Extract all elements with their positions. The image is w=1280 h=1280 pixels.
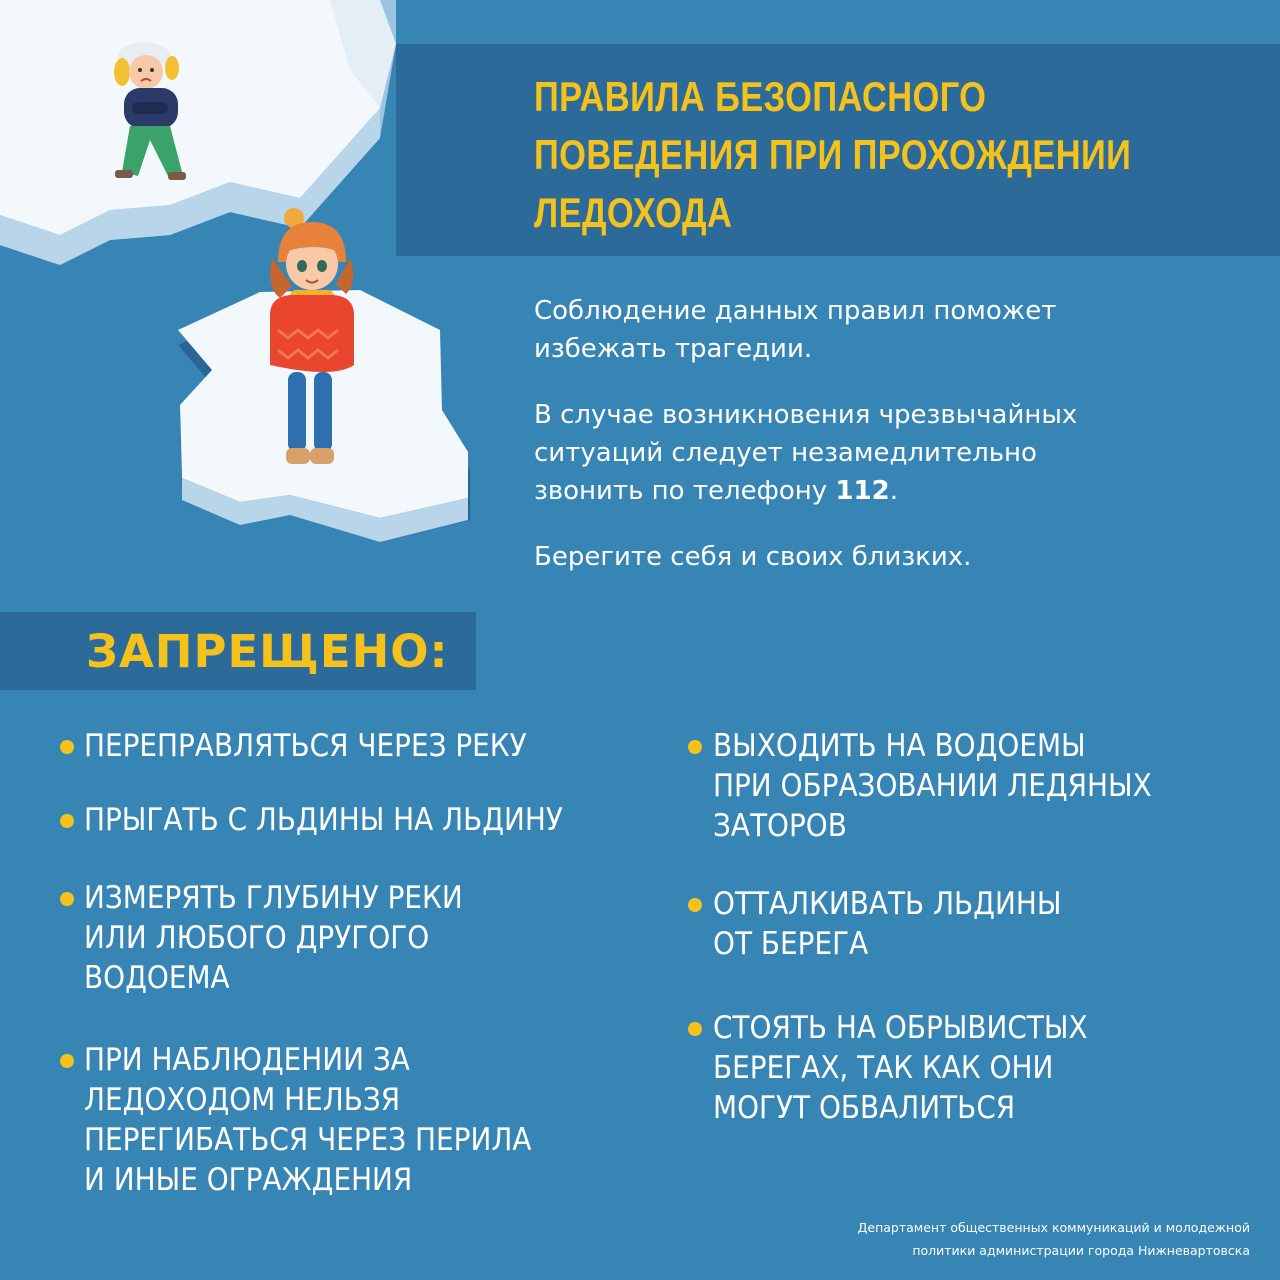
rule-line: ПРИ НАБЛЮДЕНИИ ЗА <box>84 1042 410 1078</box>
bullet-icon <box>688 1022 702 1036</box>
phone-suffix: . <box>889 476 898 506</box>
emergency-phone-number: 112 <box>835 476 890 506</box>
intro-line: Соблюдение данных правил поможет <box>534 296 1057 326</box>
rule-line: БЕРЕГАХ, ТАК КАК ОНИ <box>713 1050 1054 1086</box>
intro-closing: Берегите себя и своих близких. <box>534 542 972 572</box>
rule-line: ПЕРЕПРАВЛЯТЬСЯ ЧЕРЕЗ РЕКУ <box>84 728 527 764</box>
rule-line: ИЛИ ЛЮБОГО ДРУГОГО <box>84 920 430 956</box>
bullet-icon <box>688 898 702 912</box>
phone-prefix: звонить по телефону <box>534 476 836 506</box>
rule-item <box>713 1008 1088 1128</box>
rule-line: ВЫХОДИТЬ НА ВОДОЕМЫ <box>713 728 1086 764</box>
rule-item <box>84 1040 531 1200</box>
intro-line-phone <box>534 472 1254 510</box>
rule-line: СТОЯТЬ НА ОБРЫВИСТЫХ <box>713 1010 1088 1046</box>
rule-line: ВОДОЕМА <box>84 960 230 996</box>
rule-line: ЗАТОРОВ <box>713 808 847 844</box>
rule-item <box>713 884 1061 964</box>
title-line: ПОВЕДЕНИЯ ПРИ ПРОХОЖДЕНИИ <box>534 131 1132 178</box>
ice-floe-icon <box>0 0 396 265</box>
bullet-icon <box>60 740 74 754</box>
rule-line: И ИНЫЕ ОГРАЖДЕНИЯ <box>84 1162 413 1198</box>
rule-item <box>84 878 463 998</box>
bullet-icon <box>60 892 74 906</box>
title-line: ЛЕДОХОДА <box>534 189 733 236</box>
intro-line: В случае возникновения чрезвычайных <box>534 400 1078 430</box>
rule-line: ПЕРЕГИБАТЬСЯ ЧЕРЕЗ ПЕРИЛА <box>84 1122 532 1158</box>
footer-credit <box>690 1216 1250 1262</box>
rule-line: ПРЫГАТЬ С ЛЬДИНЫ НА ЛЬДИНУ <box>84 802 563 838</box>
page-title <box>534 68 1133 242</box>
rule-line: МОГУТ ОБВАЛИТЬСЯ <box>713 1090 1016 1126</box>
rule-line: ОТТАЛКИВАТЬ ЛЬДИНЫ <box>713 886 1062 922</box>
rule-line: ПРИ ОБРАЗОВАНИИ ЛЕДЯНЫХ <box>713 768 1152 804</box>
rule-item <box>84 800 563 840</box>
rule-item <box>84 726 527 766</box>
title-line: ПРАВИЛА БЕЗОПАСНОГО <box>534 73 987 120</box>
bullet-icon <box>688 740 702 754</box>
intro-line: ситуаций следует незамедлительно <box>534 438 1037 468</box>
forbidden-heading: ЗАПРЕЩЕНО: <box>86 625 449 678</box>
footer-line: Департамент общественных коммуникаций и молодежной <box>857 1220 1250 1235</box>
bullet-icon <box>60 814 74 828</box>
rule-line: ЛЕДОХОДОМ НЕЛЬЗЯ <box>84 1082 401 1118</box>
intro-text <box>534 292 1254 576</box>
intro-line: избежать трагедии. <box>534 334 813 364</box>
footer-line: политики администрации города Нижневартовска <box>912 1243 1250 1258</box>
rule-line: ОТ БЕРЕГА <box>713 926 869 962</box>
bullet-icon <box>60 1054 74 1068</box>
rule-line: ИЗМЕРЯТЬ ГЛУБИНУ РЕКИ <box>84 880 463 916</box>
rule-item <box>713 726 1152 846</box>
